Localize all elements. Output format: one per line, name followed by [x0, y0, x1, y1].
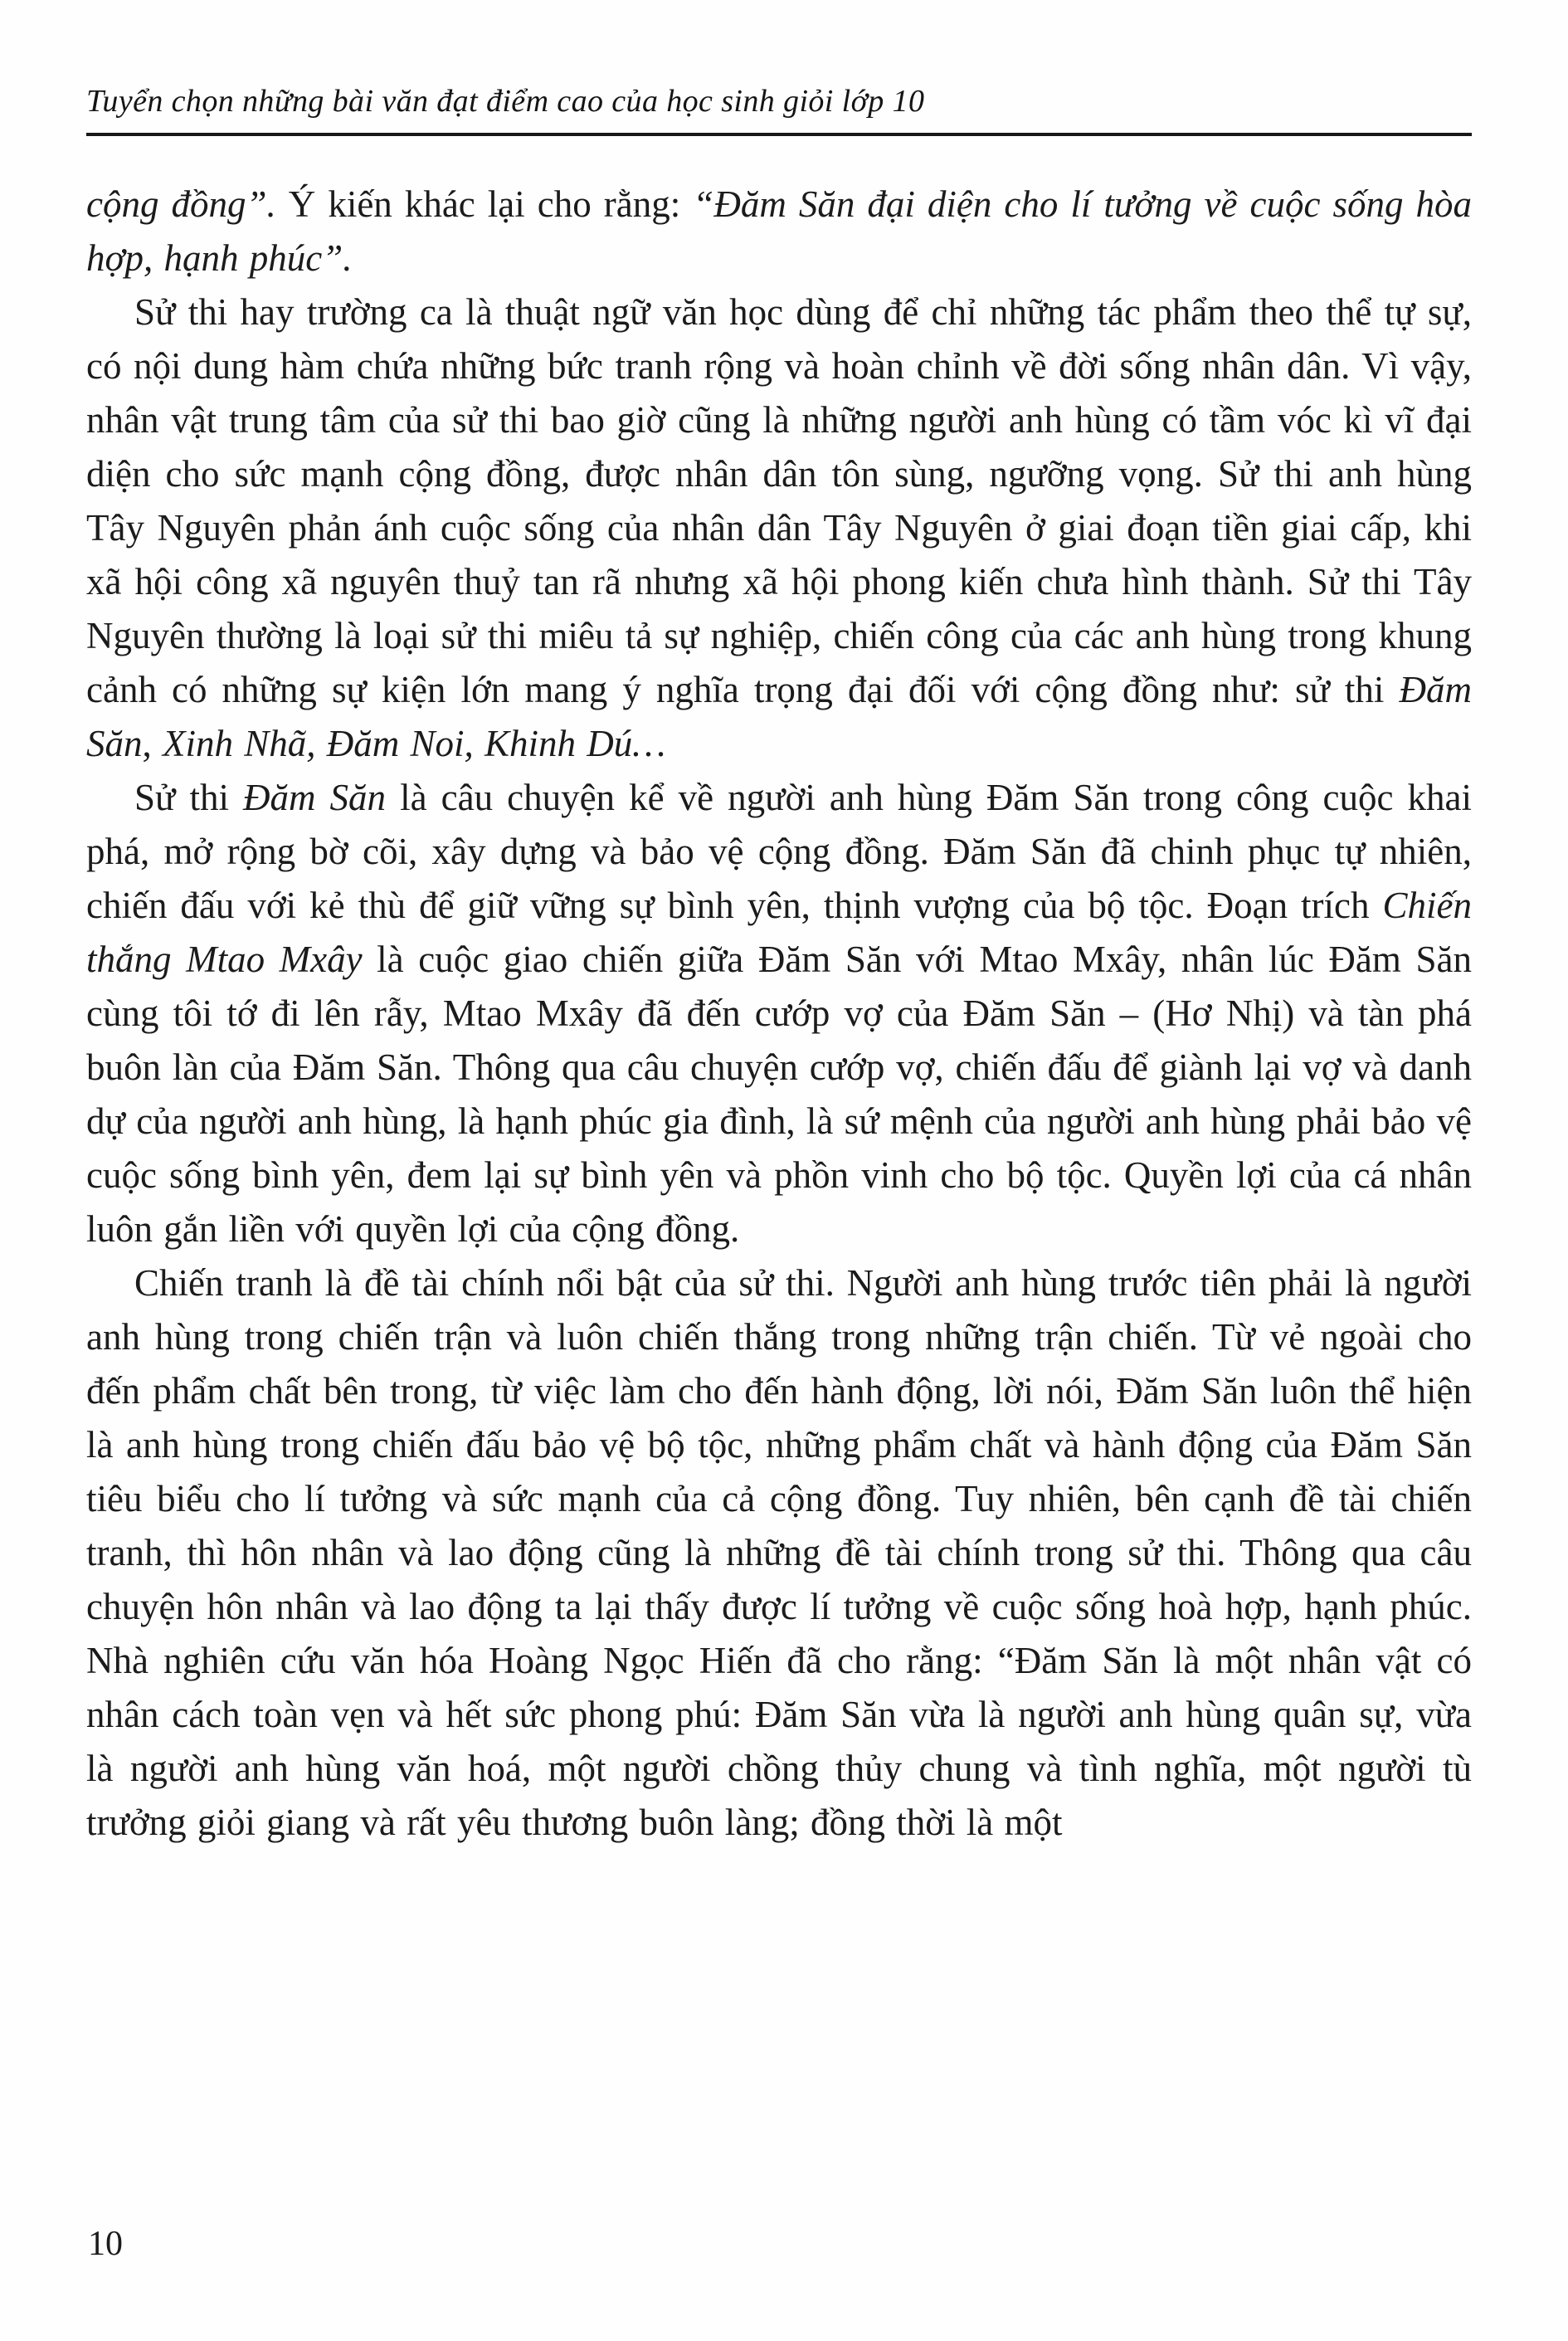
- paragraph: [86, 285, 1472, 771]
- text-run: cộng đồng”.: [86, 183, 276, 225]
- text-run: là câu chuyện kể về người anh hùng Đăm Săn trong công cuộc khai phá, mở rộng bờ cõi, xây dựng và bảo vệ cộng đồng. Đăm Săn đã chinh phục tự nhiên, chiến đấu với kẻ thù để giữ vững sự bình yên, thịnh vượng của bộ tộc. Đoạn trích: [86, 777, 1472, 926]
- text-run: Chiến tranh là đề tài chính nổi bật của sử thi. Người anh hùng trước tiên phải là người anh hùng trong chiến trận và luôn chiến thắng trong những trận chiến. Từ vẻ ngoài cho đến phẩm chất bên trong, từ việc làm cho đến hành động, lời nói, Đăm Săn luôn thể hiện là anh hùng trong chiến đấu bảo vệ bộ tộc, những phẩm chất và hành động của Đăm Săn tiêu biểu cho lí tưởng và sức mạnh của cả cộng đồng. Tuy nhiên, bên cạnh đề tài chiến tranh, thì hôn nhân và lao động cũng là những đề tài chính trong sử thi. Thông qua câu chuyện hôn nhân và lao động ta lại thấy được lí tưởng về cuộc sống hoà hợp, hạnh phúc. Nhà nghiên cứu văn hóa Hoàng Ngọc Hiến đã cho rằng: “Đăm Săn là một nhân vật có nhân cách toàn vẹn và hết sức phong phú: Đăm Săn vừa là người anh hùng quân sự, vừa là người anh hùng văn hoá, một người chồng thủy chung và tình nghĩa, một người tù trưởng giỏi giang và rất yêu thương buôn làng; đồng thời là một: [86, 1262, 1472, 1843]
- text-run: Đăm Săn: [243, 777, 387, 818]
- paragraph: [86, 771, 1472, 1256]
- body-text: [86, 178, 1472, 1850]
- text-run: Chiến thắng Mtao Mxây: [86, 885, 1472, 980]
- paragraph: [86, 178, 1472, 285]
- text-run: Ý kiến khác lại cho rằng:: [275, 183, 694, 225]
- text-run: Sử thi: [134, 777, 244, 818]
- text-run: ,: [142, 723, 163, 764]
- running-header-title: Tuyển chọn những bài văn đạt điểm cao của học sinh giỏi lớp 10: [86, 84, 925, 119]
- paragraph: [86, 1256, 1472, 1850]
- page-number: 10: [88, 2225, 123, 2263]
- text-run: là cuộc giao chiến giữa Đăm Săn với Mtao Mxây, nhân lúc Đăm Săn cùng tôi tớ đi lên rẫy, Mtao Mxây đã đến cướp vợ của Đăm Săn – (Hơ Nhị) và tàn phá buôn làn của Đăm Săn. Thông qua câu chuyện cướp vợ, chiến đấu để giành lại vợ và danh dự của người anh hùng, là hạnh phúc gia đình, là sứ mệnh của người anh hùng phải bảo vệ cuộc sống bình yên, đem lại sự bình yên và phồn vinh cho bộ tộc. Quyền lợi của cá nhân luôn gắn liền với quyền lợi của cộng đồng.: [86, 939, 1472, 1250]
- header-rule: [86, 133, 1472, 136]
- text-run: Đăm Săn: [86, 669, 1472, 764]
- running-header: [86, 0, 1472, 119]
- text-run: Sử thi hay trường ca là thuật ngữ văn học dùng để chỉ những tác phẩm theo thể tự sự, có nội dung hàm chứa những bức tranh rộng và hoàn chỉnh về đời sống nhân dân. Vì vậy, nhân vật trung tâm của sử thi bao giờ cũng là những người anh hùng có tầm vóc kì vĩ đại diện cho sức mạnh cộng đồng, được nhân dân tôn sùng, ngưỡng vọng. Sử thi anh hùng Tây Nguyên phản ánh cuộc sống của nhân dân Tây Nguyên ở giai đoạn tiền giai cấp, khi xã hội công xã nguyên thuỷ tan rã nhưng xã hội phong kiến chưa hình thành. Sử thi Tây Nguyên thường là loại sử thi miêu tả sự nghiệp, chiến công của các anh hùng trong khung cảnh có những sự kiện lớn mang ý nghĩa trọng đại đối với cộng đồng như: sử thi: [86, 291, 1472, 710]
- text-run: Xinh Nhã, Đăm Noi, Khinh Dú…: [163, 723, 666, 764]
- text-run: “Đăm Săn đại diện cho lí tưởng về cuộc sống hòa hợp, hạnh phúc”.: [86, 183, 1472, 279]
